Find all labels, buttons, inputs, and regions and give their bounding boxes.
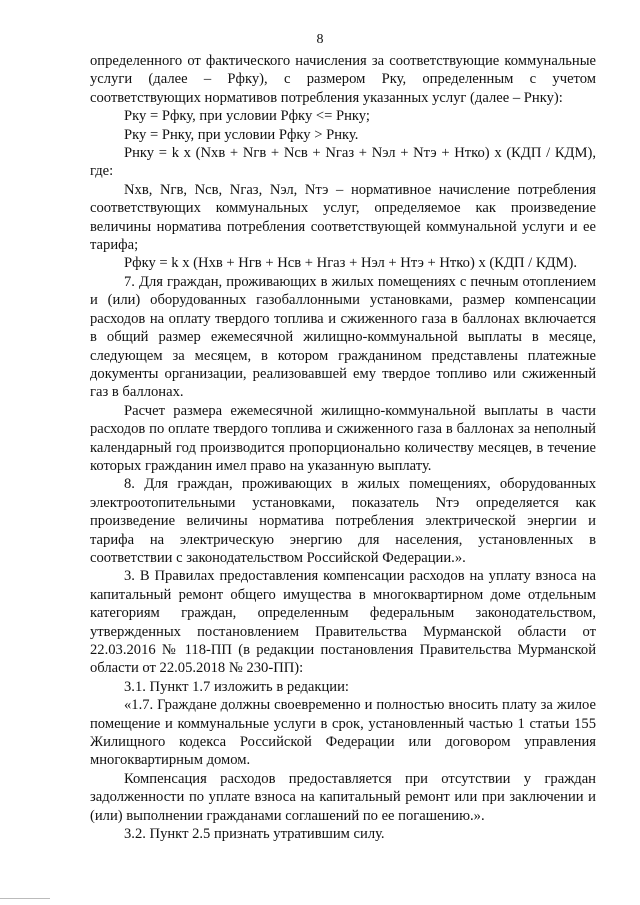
paragraph: Расчет размера ежемесячной жилищно-коммунальной выплаты в части расходов по оплате твердого топлива и сжиженного газа в баллонах за неполный календарный год производится пропорционально количеству месяцев, в течение которых гражданин имел право на указанную выплату. xyxy=(90,402,596,474)
paragraph: Рку = Рфку, при условии Рфку <= Рнку; xyxy=(124,108,370,125)
paragraph: 8. Для граждан, проживающих в жилых помещениях, оборудованных электроотопительными установками, показатель Nтэ определяется как произведение величины норматива потребления электрической энергии и тарифа на электрическую энергию для населения, установленных в соответствии с законодательством Российской Федерации.». xyxy=(90,476,596,566)
page-number: 8 xyxy=(316,32,324,47)
scan-edge-line xyxy=(0,898,50,899)
paragraph: Рку = Рнку, при условии Рфку > Рнку. xyxy=(124,126,359,143)
paragraph: Компенсация расходов предоставляется при отсутствии у граждан задолженности по уплате взноса на капитальный ремонт или при заключении и (или) выполнении гражданами соглашений по ее погашению.». xyxy=(90,770,596,824)
paragraph: 7. Для граждан, проживающих в жилых помещениях с печным отоплением и (или) оборудованных газобаллонными установками, размер компенсации расходов на оплату твердого топлива и сжиженного газа в баллонах включается в общий размер ежемесячной жилищно-коммунальной выплаты в месяце, следующем за месяцем, в котором гражданином представлены платежные документы организации, реализовавшей ему твердое топливо или сжиженный газ в баллонах. xyxy=(90,273,596,401)
paragraph: 3.1. Пункт 1.7 изложить в редакции: xyxy=(124,678,349,695)
paragraph: 3. В Правилах предоставления компенсации расходов на уплату взноса на капитальный ремонт общего имущества в многоквартирном доме отдельным категориям граждан, определенным федеральным законодательством, утвержденных постановлением Правительства Мурманской области от 22.03.2016 № 118-ПП (в редакции постановления Правительства Мурманской области от 22.05.2018 № 230-ПП): xyxy=(90,568,596,677)
paragraph: определенного от фактического начисления за соответствующие коммунальные услуги (далее – Рфку), с размером Рку, определенным с учетом соответствующих нормативов потребления указанных услуг (далее – Рнку): xyxy=(90,53,596,106)
paragraph: «1.7. Граждане должны своевременно и полностью вносить плату за жилое помещение и коммунальные услуги в срок, установленный частью 1 статьи 155 Жилищного кодекса Российской Федерации или договором управления многоквартирным домом. xyxy=(90,697,596,769)
document-body xyxy=(90,52,596,843)
paragraph: Рфку = k x (Нхв + Нгв + Нсв + Нгаз + Нэл + Нтэ + Нтко) x (КДП / КДМ). xyxy=(124,255,578,272)
paragraph: Nхв, Nгв, Nсв, Nгаз, Nэл, Nтэ – нормативное начисление потребления соответствующих коммунальных услуг, определяемое как произведение величины норматива потребления соответствующей коммунальной услуги и ее тарифа; xyxy=(90,181,596,254)
paragraph: Рнку = k x (Nхв + Nгв + Nсв + Nгаз + Nэл + Nтэ + Нтко) x (КДП / КДМ), где: xyxy=(90,145,596,180)
paragraph: 3.2. Пункт 2.5 признать утратившим силу. xyxy=(124,826,385,843)
